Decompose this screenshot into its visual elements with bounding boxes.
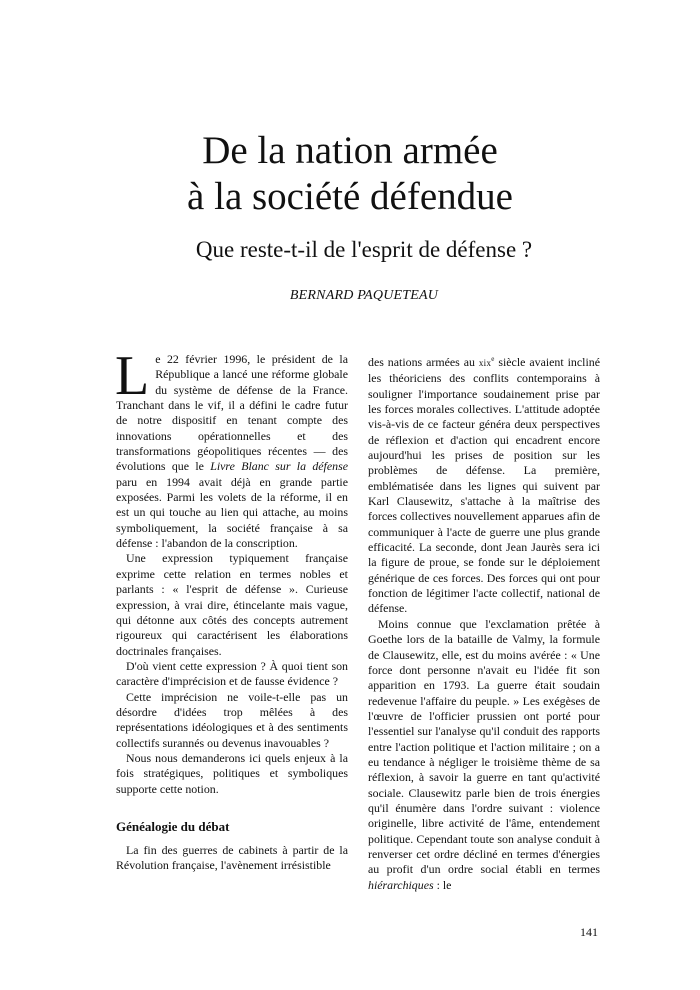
opening-paragraph [115,345,348,551]
paragraph-text-a: Moins connue que l'exclamation prêtée à Goethe lors de la bataille de Valmy, la formule de Clausewitz, elle, est du moins avérée : « Une force dont personne n'avait eu l'idée fit son apparition en 1793. La guerre était soudain redevenue l'affaire du peuple. » Les exégèses de l'œuvre de l'officier prussien ont porté pour l'essentiel sur l'analyse qu'il conduit des rapports entre l'action politique et l'action militaire ; on a eu tendance à négliger le troisième thème de sa réflexion, à savoir la guerre en tant qu'activité sociale. Clausewitz parle bien de trois énergies qu'il énumère dans l'ordre suivant : violence originelle, libre activité de l'âme, entendement politique. Cependant toute son analyse conduit à renverser cet ordre décliné en termes d'énergies au profit d'un ordre social établi en termes [368,616,600,877]
paragraph: La fin des guerres de cabinets à partir de la Révolution française, l'avènement irrésistible [116,842,348,873]
opening-text-a: e 22 février 1996, le président de la République a lancé une réforme globale du système de défense de la France. Tranchant dans le vif, il a défini le cadre futur de notre dispositif en tenant compte des innovations opérationnelles et des transformations géopolitiques récentes — des évolutions que le [116,352,348,474]
paragraph: D'où vient cette expression ? À quoi tient son caractère d'imprécision et de fausse évidence ? [116,658,348,689]
article-title [0,128,700,220]
opening-text-b: paru en 1994 avait déjà en grande partie exposées. Parmi les volets de la réforme, il en est un qui touche au lien qui attache, au moins symboliquement, la société française à sa défense : l'abandon de la conscription. [116,474,348,551]
page-number: 141 [580,925,598,939]
continued-text-b: siècle avaient incliné les théoriciens des conflits contemporains à souligner l'importance soudainement prise par les forces morales collectives. L'attitude adoptée vis-à-vis de ce facteur généra deux perspectives de réflexion et d'action qui encadrent encore aujourd'hui les prises de position sur les problèmes de défense. La première, emblématisée dans les lignes qui suivent par Karl Clausewitz, s'attache à la maîtrise des forces collectives nouvellement apparues afin de communiquer à l'acte de guerre une plus grande efficacité. La seconde, dont Jean Jaurès sera ici la figure de proue, se fonde sur le déploiement générique de ces forces. Des forces qui ont pour fonction de légitimer l'acte collectif, national de défense. [368,354,600,616]
paragraph [368,617,600,893]
paragraph-text-emphasis: hiérarchiques [368,877,434,892]
section-heading: Généalogie du débat [116,818,230,834]
paragraph: Nous nous demanderons ici quels enjeux à la fois stratégiques, politiques et symboliques supporte cette notion. [116,750,348,796]
continued-text-a: des nations armées au [368,354,479,369]
right-column [368,352,600,893]
century-superscript: e [491,355,495,363]
article-subtitle: Que reste-t-il de l'esprit de défense ? [195,237,533,262]
left-column [115,345,348,874]
title-line-1: De la nation armée [202,129,498,172]
paragraph: Une expression typiquement française exprime cette relation en termes nobles et parlants : « l'esprit de défense ». Curieuse expression, à vrai dire, étincelante mais vague, qui détonne aux côtés des concepts autrement rigoureux qui caractérisent les élaborations doctrinales françaises. [116,551,348,658]
paragraph: Cette imprécision ne voile-t-elle pas un désordre d'idées trop mêlées à des représentations idéologiques et à des sentiments collectifs surannés ou devenus inavouables ? [116,689,348,750]
paragraph-text-b: : le [433,877,452,892]
author-name: BERNARD PAQUETEAU [289,288,439,303]
continued-paragraph [368,352,600,617]
opening-text-emphasis: Livre Blanc sur la défense [210,459,348,474]
title-line-2: à la société défendue [187,175,513,218]
century-numeral: xix [478,357,492,368]
drop-cap: L [115,345,150,407]
